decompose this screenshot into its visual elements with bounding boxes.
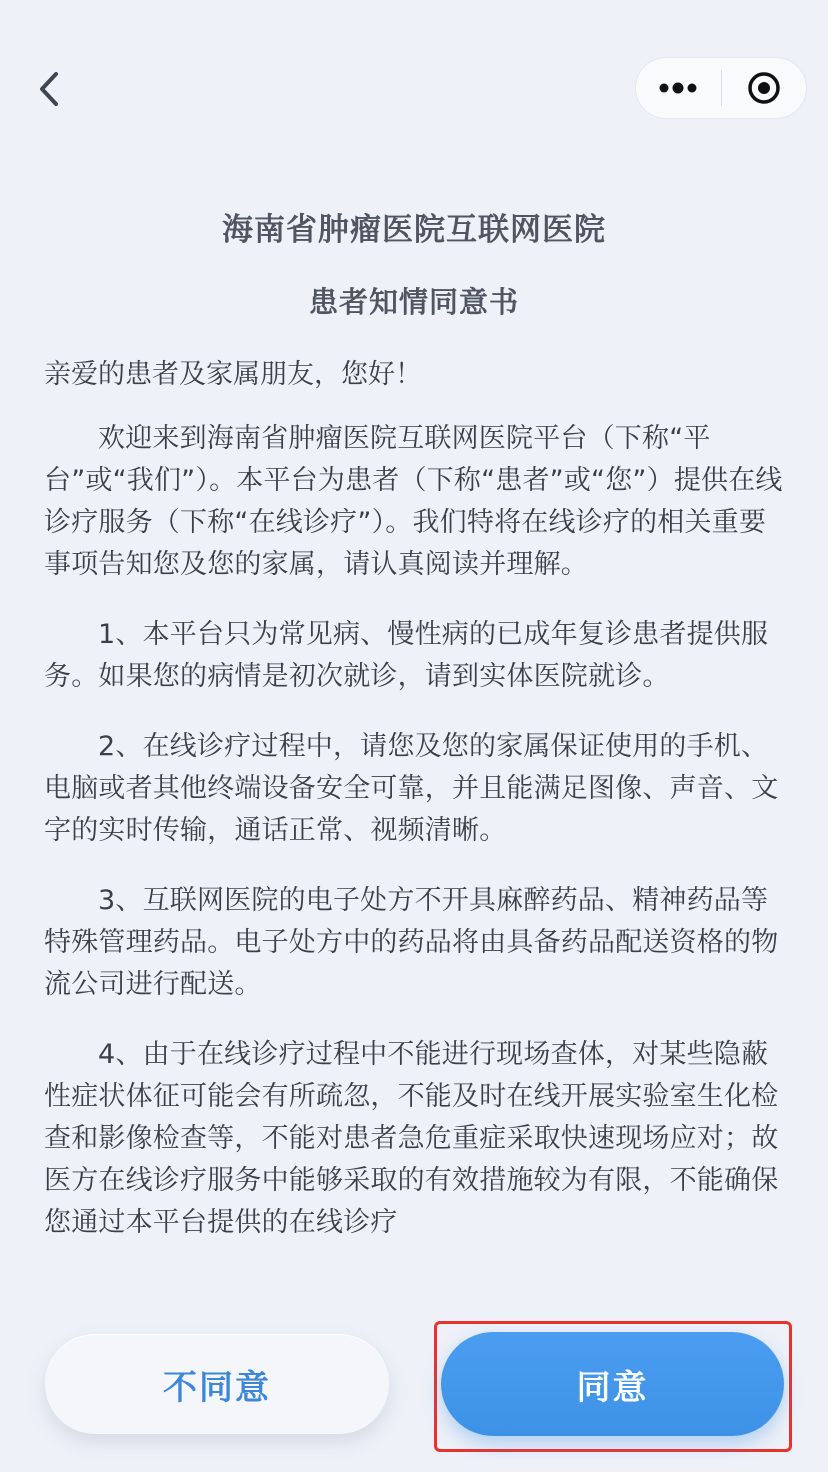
paragraph-4: 4、由于在线诊疗过程中不能进行现场查体，对某些隐蔽性症状体征可能会有所疏忽，不能及时在线开展实验室生化检查和影像检查等，不能对患者急危重症采取快速现场应对；故医方在线诊疗服务中能够采取的有效措施较为有限，不能确保您通过本平台提供的在线诊疗 [44, 1039, 779, 1238]
document-title: 患者知情同意书 [308, 285, 519, 319]
more-button[interactable] [636, 58, 721, 118]
action-bar [0, 1300, 828, 1472]
more-dots-icon [658, 82, 698, 94]
paragraph-intro: 欢迎来到海南省肿瘤医院互联网医院平台（下称“平台”或“我们”）。本平台为患者（下称“患者”或“您”）提供在线诊疗服务（下称“在线诊疗”）。我们特将在线诊疗的相关重要事项告知您及您的家属，请认真阅读并理解。 [44, 423, 783, 580]
close-button[interactable] [722, 58, 807, 118]
greeting-text: 亲爱的患者及家属朋友，您好！ [44, 359, 422, 390]
hospital-name: 海南省肿瘤医院互联网医院 [222, 212, 606, 248]
back-button[interactable] [26, 64, 70, 114]
mini-program-capsule [635, 57, 807, 119]
paragraph-2: 2、在线诊疗过程中，请您及您的家属保证使用的手机、电脑或者其他终端设备安全可靠，并且能满足图像、声音、文字的实时传输，通话正常、视频清晰。 [44, 731, 779, 846]
target-circle-icon [747, 71, 781, 105]
disagree-button[interactable]: 不同意 [45, 1334, 389, 1434]
paragraph-3: 3、互联网医院的电子处方不开具麻醉药品、精神药品等特殊管理药品。电子处方中的药品将由具备药品配送资格的物流公司进行配送。 [44, 885, 779, 1000]
agree-button[interactable]: 同意 [441, 1332, 784, 1436]
paragraph-1: 1、本平台只为常见病、慢性病的已成年复诊患者提供服务。如果您的病情是初次就诊，请到实体医院就诊。 [44, 619, 769, 692]
consent-text-scroll[interactable] [44, 350, 786, 1294]
document-header [0, 200, 828, 332]
chevron-left-icon [36, 69, 60, 109]
